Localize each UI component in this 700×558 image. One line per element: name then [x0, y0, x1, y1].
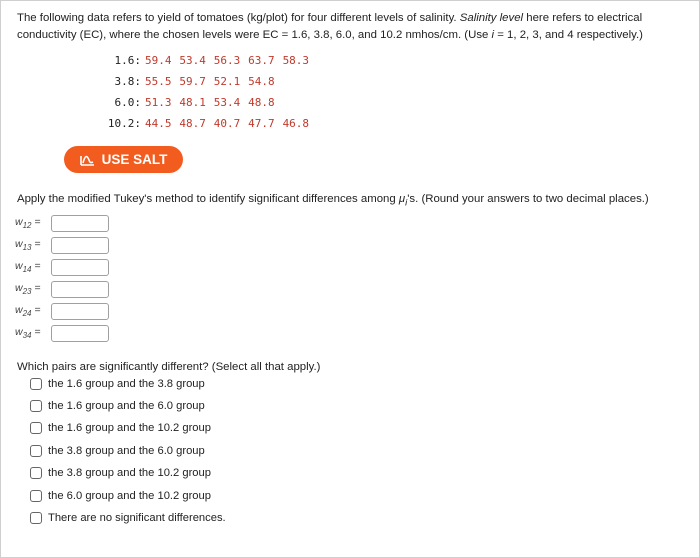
data-row — [105, 117, 317, 138]
data-value: 48.1 — [179, 96, 206, 109]
data-value: 40.7 — [213, 117, 241, 130]
checkbox[interactable] — [30, 445, 42, 457]
option-label: the 1.6 group and the 10.2 group — [48, 422, 211, 434]
salt-chart-icon — [80, 153, 95, 166]
option-no-differences[interactable] — [30, 509, 226, 527]
w23-row — [15, 279, 109, 299]
w24-input[interactable] — [51, 303, 109, 320]
data-value: 53.4 — [179, 54, 206, 67]
w13-label: $w_{13}$ = — [15, 237, 41, 253]
level-label: 1.6: — [114, 54, 141, 67]
option-3-8-vs-6-0[interactable] — [30, 442, 205, 460]
option-label: the 1.6 group and the 3.8 group — [48, 378, 205, 390]
option-label: the 6.0 group and the 10.2 group — [48, 490, 211, 502]
data-row — [105, 54, 317, 75]
level-label: 10.2: — [107, 117, 141, 130]
checkbox[interactable] — [30, 400, 42, 412]
checkbox[interactable] — [30, 490, 42, 502]
option-1-6-vs-3-8[interactable] — [30, 375, 205, 393]
use-salt-button[interactable] — [64, 146, 183, 173]
data-value: 46.8 — [282, 117, 310, 130]
data-value: 51.3 — [145, 96, 172, 109]
question-text-2: 's. (Round your answers to two decimal places.) — [407, 193, 649, 205]
data-value: 56.3 — [213, 54, 241, 67]
option-label: There are no significant differences. — [48, 512, 226, 524]
option-label: the 3.8 group and the 6.0 group — [48, 445, 205, 457]
w12-input[interactable] — [51, 215, 109, 232]
data-value: 53.4 — [213, 96, 241, 109]
w13-row — [15, 235, 109, 255]
checkbox[interactable] — [30, 467, 42, 479]
w13-input[interactable] — [51, 237, 109, 254]
data-value: 47.7 — [248, 117, 275, 130]
option-label: the 1.6 group and the 6.0 group — [48, 400, 205, 412]
w34-label: $w_{34}$ = — [15, 325, 41, 341]
level-label: 6.0: — [114, 96, 141, 109]
w24-row — [15, 301, 109, 321]
option-3-8-vs-10-2[interactable] — [30, 464, 211, 482]
intro-text-2: here refers to electrical conductivity (EC), where the chosen levels were EC = 1.6, 3.8, 6.0, and 10.2 nmhos/cm. (Use — [17, 12, 643, 41]
mu-subscript: i — [405, 197, 408, 209]
w24-label: $w_{24}$ = — [15, 303, 41, 319]
data-value: 59.4 — [145, 54, 172, 67]
w14-label: $w_{14}$ = — [15, 259, 41, 275]
option-1-6-vs-10-2[interactable] — [30, 419, 211, 437]
problem-intro — [17, 10, 693, 44]
w14-input[interactable] — [51, 259, 109, 276]
data-value: 52.1 — [213, 75, 241, 88]
intro-text-3: = 1, 2, 3, and 4 respectively.) — [494, 29, 643, 41]
tukey-question — [17, 193, 649, 208]
option-label: the 3.8 group and the 10.2 group — [48, 467, 211, 479]
data-value: 48.8 — [248, 96, 275, 109]
w34-row — [15, 323, 109, 343]
data-value: 54.8 — [248, 75, 275, 88]
option-1-6-vs-6-0[interactable] — [30, 397, 205, 415]
level-label: 3.8: — [114, 75, 141, 88]
data-value: 63.7 — [248, 54, 275, 67]
option-6-0-vs-10-2[interactable] — [30, 487, 211, 505]
intro-text-1: The following data refers to yield of tomatoes (kg/plot) for four different levels of salinity. — [17, 12, 460, 24]
pairs-question: Which pairs are significantly different? (Select all that apply.) — [17, 361, 321, 373]
data-value: 58.3 — [282, 54, 310, 67]
checkbox[interactable] — [30, 512, 42, 524]
checkbox[interactable] — [30, 378, 42, 390]
data-value: 59.7 — [179, 75, 206, 88]
w12-row — [15, 213, 109, 233]
data-value: 44.5 — [145, 117, 172, 130]
w23-label: $w_{23}$ = — [15, 281, 41, 297]
checkbox[interactable] — [30, 422, 42, 434]
data-table — [105, 54, 317, 138]
mu-symbol: μ — [398, 193, 406, 205]
w34-input[interactable] — [51, 325, 109, 342]
data-value: 55.5 — [145, 75, 172, 88]
data-value: 48.7 — [179, 117, 206, 130]
intro-i: i — [491, 29, 495, 41]
data-row — [105, 96, 317, 117]
question-text-1: Apply the modified Tukey's method to identify significant differences among — [17, 193, 399, 205]
w12-label: $w_{12}$ = — [15, 215, 41, 231]
data-row — [105, 75, 317, 96]
intro-italic: Salinity level — [459, 12, 524, 24]
w23-input[interactable] — [51, 281, 109, 298]
use-salt-label: USE SALT — [101, 152, 168, 167]
w14-row — [15, 257, 109, 277]
